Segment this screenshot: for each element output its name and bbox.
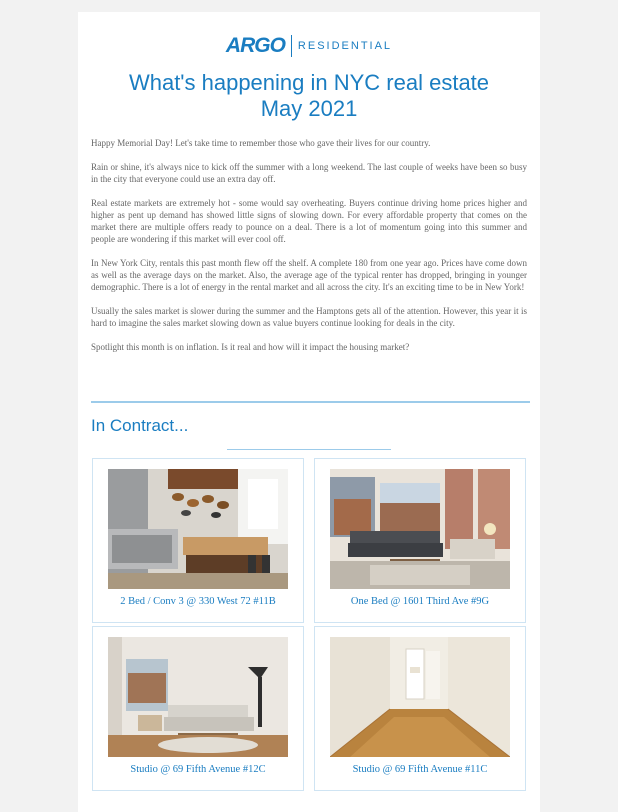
title-line-1: What's happening in NYC real estate (128, 70, 490, 95)
listing-caption[interactable]: 2 Bed / Conv 3 @ 330 West 72 #11B (120, 596, 276, 607)
studio-living-photo[interactable] (108, 637, 288, 757)
living-room-photo[interactable] (330, 469, 510, 589)
newsletter-container (78, 12, 540, 812)
listing-card[interactable] (314, 458, 526, 623)
paragraph: Usually the sales market is slower during the summer and the Hamptons gets all of the attention. However, this year it is hard to imagine the sales market slowing down as value buyers continue looking for deals in the city. (91, 306, 527, 328)
paragraph: In New York City, rentals this past month flew off the shelf. A complete 180 from one year ago. Prices have come down as well as the average days on the market. Also, the average age of the typical renter has dropped, bringing in younger demographic. There is a lot of energy in the rental market and all across the city. It's an exciting time to be in New York! (91, 258, 527, 292)
listing-card[interactable] (92, 458, 304, 623)
paragraph: Happy Memorial Day! Let's take time to remember those who gave their lives for our country. (91, 138, 431, 148)
section-underline (227, 449, 391, 450)
title-line-2: May 2021 (260, 96, 358, 121)
empty-room-photo[interactable] (330, 637, 510, 757)
section-divider (91, 401, 530, 403)
logo-subtitle: RESIDENTIAL (297, 40, 393, 52)
listing-caption[interactable]: Studio @ 69 Fifth Avenue #11C (352, 764, 488, 775)
newsletter-title (78, 70, 540, 122)
paragraph: Real estate markets are extremely hot - some would say overheating. Buyers continue driving home prices higher and higher as pent up demand has showed little signs of slowing down. For every affordable property that comes on the market there are multiple offers ready to pounce on a deal. There is a lot of momentum going into this summer and people are wondering if this market will ever cool off. (91, 198, 527, 244)
listing-caption[interactable]: One Bed @ 1601 Third Ave #9G (350, 596, 490, 607)
section-title: In Contract... (91, 416, 189, 435)
paragraph: Rain or shine, it's always nice to kick off the summer with a long weekend. The last couple of weeks have been so busy in the city that everyone could use an extra day off. (91, 162, 527, 184)
paragraph: Spotlight this month is on inflation. Is it real and how will it impact the housing market? (91, 342, 410, 352)
newsletter-body (91, 137, 527, 365)
logo-mark: ARGO (225, 34, 285, 57)
listing-card[interactable] (92, 626, 304, 791)
brand-logo[interactable] (78, 34, 540, 58)
logo-divider (291, 35, 292, 57)
listing-card[interactable] (314, 626, 526, 791)
listing-caption[interactable]: Studio @ 69 Fifth Avenue #12C (130, 764, 266, 775)
kitchen-photo[interactable] (108, 469, 288, 589)
